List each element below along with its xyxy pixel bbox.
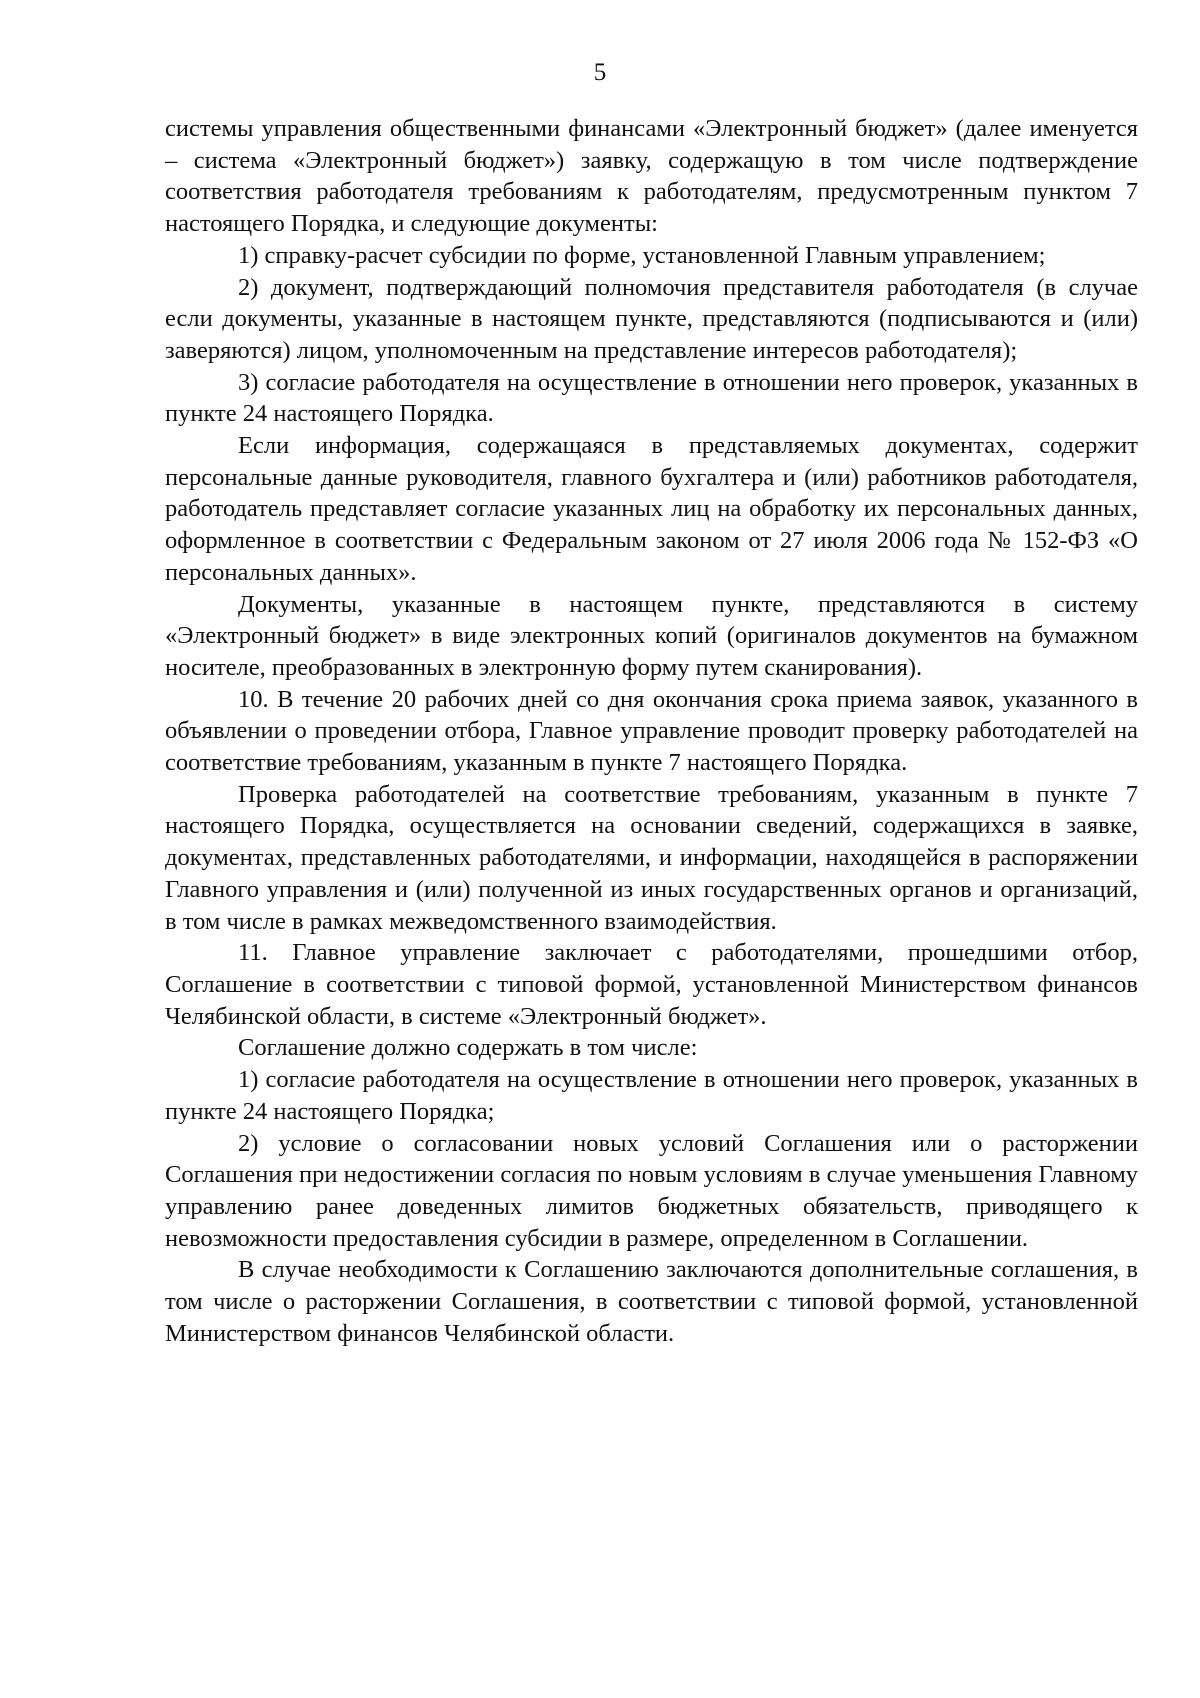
paragraph-verification: Проверка работодателей на соответствие требованиям, указанным в пункте 7 настоящего Порядка, осуществляется на основании сведений, содержащихся в заявке, документах, представленных работодателями, и информации, находящейся в распоряжении Главного управления и (или) полученной из иных государственных органов и организаций, в том числе в рамках межведомственного взаимодействия.: [165, 780, 1138, 935]
paragraph-agreement-item-1: 1) согласие работодателя на осуществление в отношении него проверок, указанных в пункте 24 настоящего Порядка;: [165, 1066, 1138, 1125]
paragraph-clause-10: 10. В течение 20 рабочих дней со дня окончания срока приема заявок, указанного в объявлении о проведении отбора, Главное управление проводит проверку работодателей на соответствие требованиям, указанным в пункте 7 настоящего Порядка.: [165, 685, 1138, 777]
paragraph-additional-agreements: В случае необходимости к Соглашению заключаются дополнительные соглашения, в том числе о расторжении Соглашения, в соответствии с типовой формой, установленной Министерством финансов Челябинской области.: [165, 1256, 1138, 1347]
paragraph-item-2: 2) документ, подтверждающий полномочия представителя работодателя (в случае если документы, указанные в настоящем пункте, представляются (подписываются и (или) заверяются) лицом, уполномоченным на представление интересов работодателя);: [165, 273, 1138, 364]
paragraph-continuation: системы управления общественными финансами «Электронный бюджет» (далее именуется – система «Электронный бюджет») заявку, содержащую в том числе подтверждение соответствия работодателя требованиям к работодателям, предусмотренным пунктом 7 настоящего Порядка, и следующие документы:: [165, 115, 1138, 238]
paragraph-item-3: 3) согласие работодателя на осуществление в отношении него проверок, указанных в пункте 24 настоящего Порядка.: [165, 368, 1138, 428]
paragraph-agreement-content: Соглашение должно содержать в том числе:: [238, 1034, 698, 1062]
document-body: [165, 113, 1138, 1349]
paragraph-item-1: 1) справку-расчет субсидии по форме, установленной Главным управлением;: [238, 241, 1046, 269]
paragraph-clause-11: 11. Главное управление заключает с работодателями, прошедшими отбор, Соглашение в соответствии с типовой формой, установленной Министерством финансов Челябинской области, в системе «Электронный бюджет».: [165, 939, 1138, 1030]
paragraph-agreement-item-2: 2) условие о согласовании новых условий Соглашения или о расторжении Соглашения при недостижении согласия по новым условиям в случае уменьшения Главному управлению ранее доведенных лимитов бюджетных обязательств, приводящего к невозможности предоставления субсидии в размере, определенном в Соглашении.: [165, 1129, 1138, 1252]
paragraph-documents: Документы, указанные в настоящем пункте, представляются в систему «Электронный бюджет» в виде электронных копий (оригиналов документов на бумажном носителе, преобразованных в электронную форму путем сканирования).: [165, 590, 1138, 681]
paragraph-personal-data: Если информация, содержащаяся в представляемых документах, содержит персональные данные руководителя, главного бухгалтера и (или) работников работодателя, работодатель представляет согласие указанных лиц на обработку их персональных данных, оформленное в соответствии с Федеральным законом от 27 июля 2006 года № 152-ФЗ «О персональных данных».: [165, 432, 1138, 586]
page-number: 5: [593, 59, 607, 86]
